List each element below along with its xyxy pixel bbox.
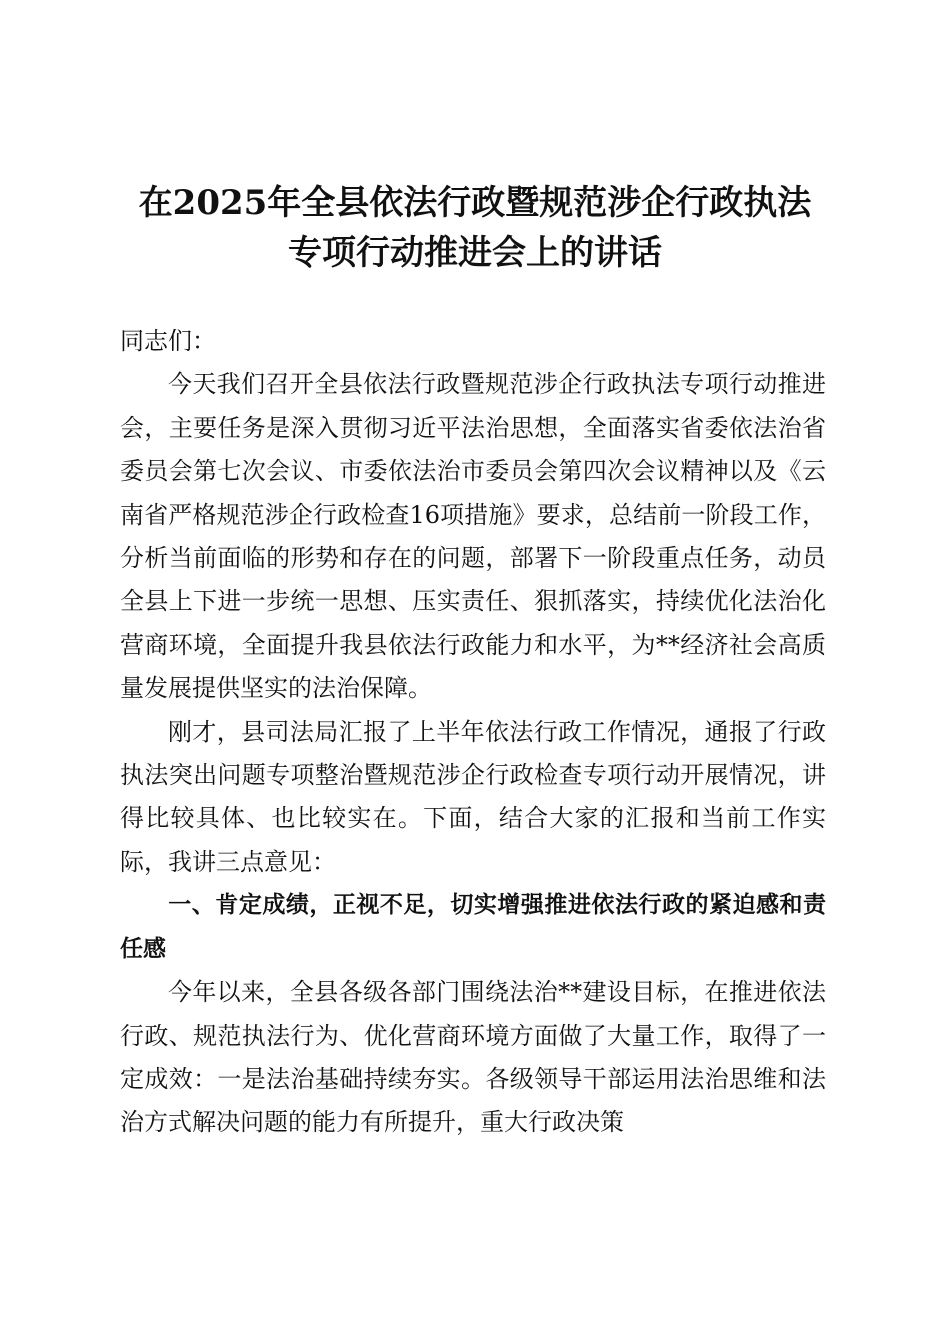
- paragraph-report: 刚才，县司法局汇报了上半年依法行政工作情况，通报了行政执法突出问题专项整治暨规范涉企行政检查专项行动开展情况，讲得比较具体、也比较实在。下面，结合大家的汇报和当前工作实际，我讲三点意见：: [120, 717, 826, 876]
- document-body: [120, 320, 826, 1145]
- title-line-2: 专项行动推进会上的讲话: [288, 233, 662, 273]
- paragraph-intro: 今天我们召开全县依法行政暨规范涉企行政执法专项行动推进会，主要任务是深入贯彻习近平法治思想，全面落实省委依法治省委员会第七次会议、市委依法治市委员会第四次会议精神以及《云南省严格规范涉企行政检查16项措施》要求，总结前一阶段工作，分析当前面临的形势和存在的问题，部署下一阶段重点任务，动员全县上下进一步统一思想、压实责任、狠抓落实，持续优化法治化营商环境，全面提升我县依法行政能力和水平，为**经济社会高质量发展提供坚实的法治保障。: [120, 370, 826, 703]
- salutation: 同志们：: [120, 327, 216, 355]
- title-line-1: 在2025年全县依法行政暨规范涉企行政执法: [138, 183, 812, 223]
- section-heading-1: 一、肯定成绩，正视不足，切实增强推进依法行政的紧迫感和责任感: [120, 892, 826, 962]
- section-1-paragraph: 今年以来，全县各级各部门围绕法治**建设目标，在推进依法行政、规范执法行为、优化营商环境方面做了大量工作，取得了一定成效：一是法治基础持续夯实。各级领导干部运用法治思维和法治方式解决问题的能力有所提升，重大行政决策: [120, 978, 826, 1137]
- document-title: [120, 178, 830, 278]
